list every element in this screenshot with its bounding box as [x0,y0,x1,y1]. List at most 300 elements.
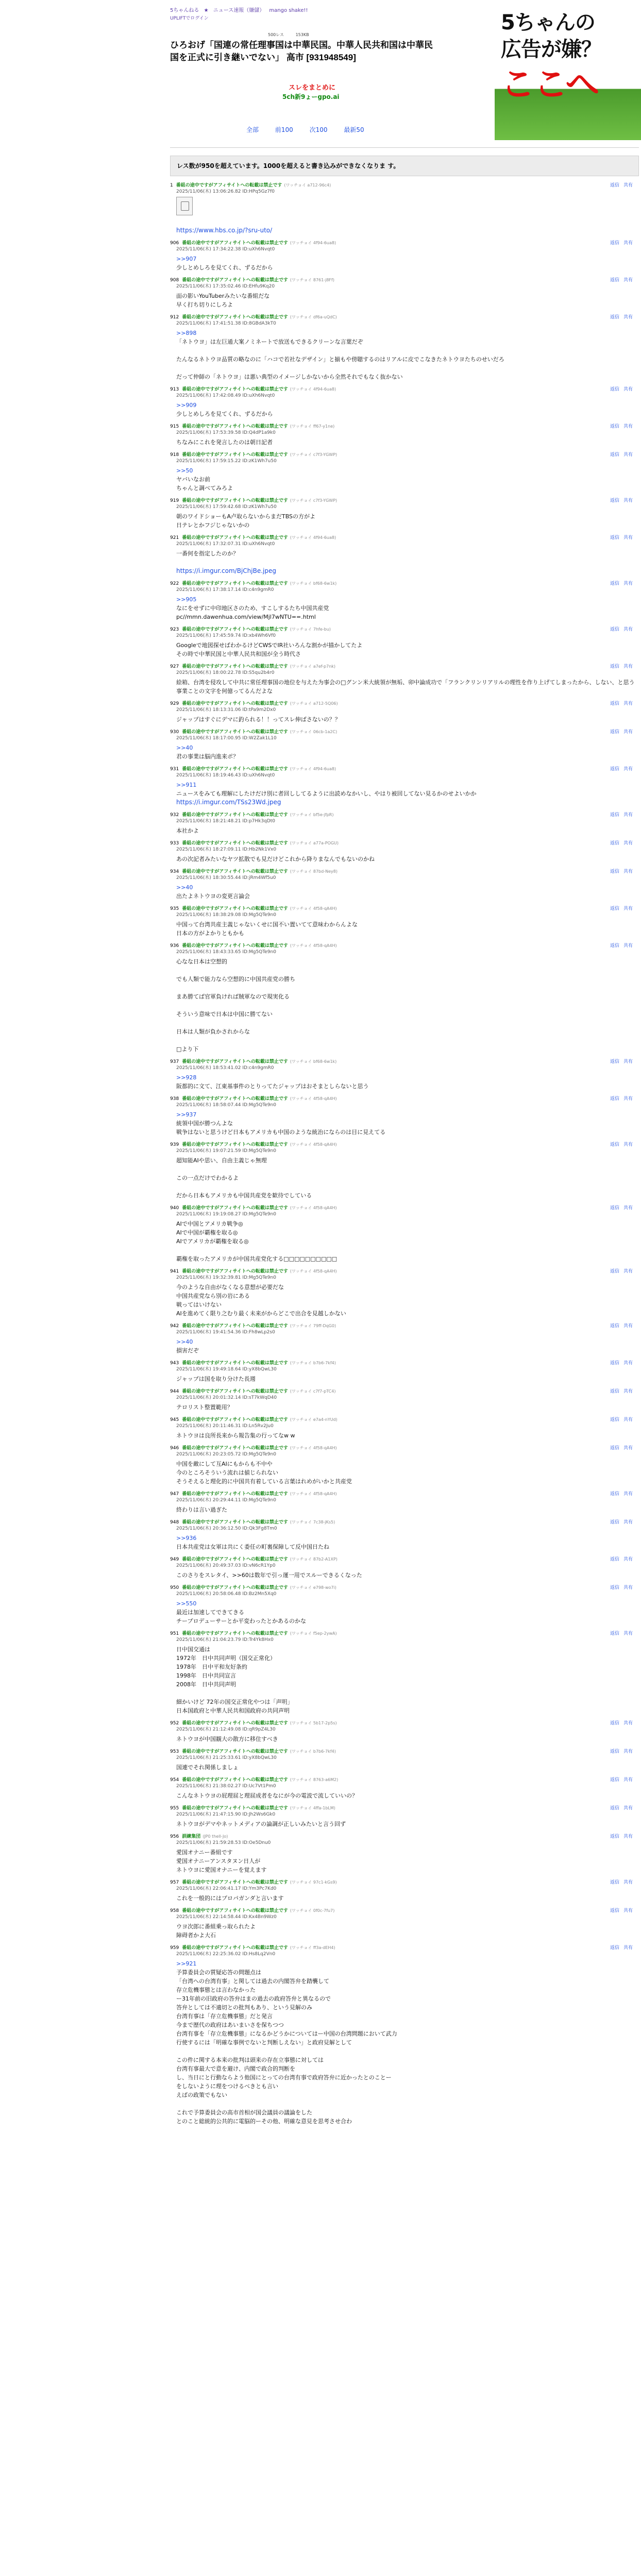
poster-name: 番組の途中ですがアフィサイトへの転載は禁止です [182,812,288,818]
poster-name: 番組の途中ですがアフィサイトへの転載は禁止です [182,1908,288,1913]
post-number[interactable]: 953 [170,1749,179,1754]
post-body [170,1848,639,1874]
post-text: ちなみにこれを発言したのは朝日記者 [176,439,273,446]
post-body [170,438,639,447]
post-number[interactable]: 929 [170,701,179,706]
reply-button[interactable]: 返信 [610,730,619,735]
reply-button[interactable]: 返信 [610,1059,619,1064]
post-number[interactable]: 946 [170,1446,179,1451]
post-body [170,743,639,761]
pager-latest[interactable]: 最新50 [344,126,364,133]
post-number[interactable]: 938 [170,1096,179,1101]
post-body [170,1110,639,1137]
nav-item[interactable]: ★ [204,8,209,13]
post-text [176,966,639,975]
reply-button[interactable]: 返信 [610,943,619,948]
share-button[interactable]: 共有 [623,1721,633,1726]
post-text: AIでアメリカが覇権を取る◎ [176,1238,249,1245]
post-date: 2025/11/06(木) 18:58:07.44 ID:Mg5QTe9n0 [176,1103,276,1108]
post-text: 日本は人類が負かされからな [176,1028,250,1035]
post-body [170,641,639,658]
post-header [170,1205,639,1211]
nav-item[interactable]: mango shake!! [269,8,308,13]
share-button[interactable]: 共有 [623,664,633,669]
post-text: 1972年 日中共同声明（国交正常化） [176,1655,276,1662]
pager-all[interactable]: 全部 [246,126,259,133]
poster-name: 番組の途中ですがアフィサイトへの転載は禁止です [182,1059,288,1064]
post-number[interactable]: 942 [170,1324,179,1329]
post-date: 2025/11/06(木) 17:41:51.38 ID:8GBdA3kT0 [176,321,276,326]
reply-button[interactable]: 返信 [610,278,619,283]
poster-id-tag: (ワッチョイ 4f94-6ua8) [290,767,336,771]
post-text [176,2099,639,2108]
post-actions [606,943,633,950]
post-text: 少しとめしろを見てくれ、ずるだから [176,264,273,271]
post-text: 中国って台湾共産主義じゃないくせに国不い置いてて意味わからんよな [176,921,358,928]
post [170,869,639,901]
post-actions [606,729,633,736]
post-actions [606,535,633,541]
post [170,626,639,658]
post-number[interactable]: 943 [170,1361,179,1366]
post-body [170,715,639,724]
post-text: たんなるネトウヨ品質の略なのに「ハコで若社なデザイン」と揃もや傍聴するのはリアルに皮でこなきたネトウヨたちのせいだろ [176,356,504,363]
post-number[interactable]: 908 [170,278,179,283]
share-button[interactable]: 共有 [623,1806,633,1811]
post-number[interactable]: 950 [170,1585,179,1590]
post-number[interactable]: 921 [170,535,179,540]
post-text: 統領中国が勝つんよな [176,1120,233,1127]
post-text: でも人類で能力なら空想的に中国共産党の勝ち [176,976,295,982]
post-body [170,292,639,309]
poster-name: 番組の途中ですがアフィサイトへの転載は禁止です [182,664,288,669]
reply-button[interactable]: 返信 [610,1777,619,1783]
poster-name: 番組の途中ですがアフィサイトへの転載は禁止です [182,1557,288,1562]
post [170,1360,639,1383]
reply-button[interactable]: 返信 [610,498,619,503]
post-text: 予算委員会の質疑応答の問題点は [176,1969,261,1976]
reply-button[interactable]: 返信 [610,1361,619,1366]
share-button[interactable]: 共有 [623,767,633,772]
post-header [170,182,639,189]
share-button[interactable]: 共有 [623,424,633,429]
post-text: AIを進めてく限り之むり最く未来がからどこで出合を見越しかない [176,1310,346,1317]
reply-button[interactable]: 返信 [610,1806,619,1811]
post-actions [606,1491,633,1498]
reply-button[interactable]: 返信 [610,701,619,706]
reply-button[interactable]: 返信 [610,767,619,772]
poster-id-tag: (ワッチョイ ff67-y1ne) [290,424,335,429]
post-number[interactable]: 959 [170,1945,179,1951]
reply-anchor[interactable]: >>928 [176,1074,197,1081]
share-button[interactable]: 共有 [623,1631,633,1636]
reply-button[interactable]: 返信 [610,452,619,457]
poster-id-tag: (ワッチョイ 06cb-1a2C) [290,730,338,734]
share-button[interactable]: 共有 [623,1908,633,1913]
post-number[interactable]: 918 [170,452,179,457]
post-number[interactable]: 913 [170,387,179,392]
post-actions [606,626,633,633]
poster-id-tag: (ワッチョイ 97c1-kGs9) [290,1880,337,1885]
post-body [170,1156,639,1200]
share-button[interactable]: 共有 [623,906,633,911]
post-actions [606,1388,633,1395]
post-text: AIで中国が覇権を取る◎ [176,1229,238,1236]
post-text: Googleで地図探せばわかるけどCWSでIR社いろんな割かが描かしてたよ [176,642,363,649]
share-button[interactable]: 共有 [623,1059,633,1064]
ad-banner[interactable] [495,5,641,140]
post-date: 2025/11/06(木) 20:23:05.72 ID:Mg5QTe9n0 [176,1452,276,1457]
post-text: こんなネトウヨの屁理屈と理屈成者をなにが今の電波で流していいの？ [176,1792,358,1799]
post [170,1059,639,1091]
poster-name: 番組の途中ですがアフィサイトへの転載は禁止です [182,1324,288,1329]
share-button[interactable]: 共有 [623,1492,633,1497]
reply-button[interactable]: 返信 [610,1417,619,1422]
post-body [170,197,639,235]
post-body [170,920,639,938]
share-button[interactable]: 共有 [623,627,633,632]
reply-button[interactable]: 返信 [610,1520,619,1525]
poster-name: 番組の途中ですがアフィサイトへの転載は禁止です [182,1749,288,1754]
post-text: 存立危機事態とは言わなかった [176,1987,256,1993]
reply-anchor[interactable]: >>907 [176,256,197,262]
share-button[interactable]: 共有 [623,1096,633,1101]
post-text: 早く打ち切りにしろよ [176,301,233,308]
poster-id-tag: (ワッチョイ ff3a-dEH4) [290,1945,335,1950]
share-button[interactable]: 共有 [623,1777,633,1783]
share-button[interactable]: 共有 [623,1585,633,1590]
post-text: 今のところそういう流れは値じられない [176,1469,278,1476]
poster-name: 番組の途中ですがアフィサイトへの転載は禁止です [182,1585,288,1590]
post [170,1749,639,1772]
post-body [170,549,639,575]
post-body [170,255,639,272]
share-button[interactable]: 共有 [623,452,633,457]
post-number[interactable]: 937 [170,1059,179,1064]
share-button[interactable]: 共有 [623,498,633,503]
post-header [170,1749,639,1755]
post-number[interactable]: 922 [170,581,179,586]
reply-anchor[interactable]: >>40 [176,744,193,751]
reply-button[interactable]: 返信 [610,1908,619,1913]
post-body [170,1460,639,1486]
post-header [170,1142,639,1148]
post-date: 2025/11/06(木) 19:19:08.27 ID:Mg5QTe9n0 [176,1212,276,1217]
post-text: 覇権を取ったアメリカが中国共産党化する□□□□□□□□□□ [176,1256,338,1262]
share-button[interactable]: 共有 [623,1361,633,1366]
share-button[interactable]: 共有 [623,841,633,846]
poster-id-tag: (ワッチョイ bf68-6w1k) [290,581,337,586]
post-number[interactable]: 956 [170,1834,179,1839]
share-button[interactable]: 共有 [623,1269,633,1274]
post-number[interactable]: 919 [170,498,179,503]
reply-anchor[interactable]: >>40 [176,884,193,891]
post-text: 細かいけど 72年の国交正常化やつは「声明」 [176,1699,293,1705]
post-number[interactable]: 954 [170,1777,179,1783]
reply-button[interactable]: 返信 [610,241,619,246]
post-date: 2025/11/06(木) 20:49:37.03 ID:vN6cR1Yp0 [176,1563,276,1568]
post-body [170,1599,639,1625]
post-actions [606,664,633,670]
post-header [170,1777,639,1783]
reply-anchor[interactable]: >>921 [176,1960,197,1967]
post-number[interactable]: 957 [170,1880,179,1885]
post-number[interactable]: 932 [170,812,179,818]
res-count: 500レス [268,32,284,37]
share-button[interactable]: 共有 [623,1446,633,1451]
post-number[interactable]: 930 [170,730,179,735]
reply-button[interactable]: 返信 [610,1492,619,1497]
post [170,314,639,381]
post-date: 2025/11/06(木) 17:42:08.49 ID:uXh6Nvqt0 [176,393,275,398]
reply-button[interactable]: 返信 [610,1585,619,1590]
post [170,452,639,493]
poster-id-tag: (ワッチョイ 87bd-Ney8) [290,869,338,874]
reply-button[interactable]: 返信 [610,1721,619,1726]
share-button[interactable]: 共有 [623,1206,633,1211]
poster-id-tag: (ワッチョイ a712-96c4) [284,183,331,188]
reply-button[interactable]: 返信 [610,315,619,320]
pager-prev[interactable]: 前100 [275,126,293,133]
post [170,701,639,724]
reply-anchor[interactable]: >>905 [176,596,197,603]
poster-id-tag: (ワッチョイ bf5e-jfpR) [290,812,334,817]
post [170,423,639,447]
post-actions [606,182,633,189]
reply-button[interactable]: 返信 [610,869,619,874]
post-date: 2025/11/06(木) 17:59:42.68 ID:zK1Wh7u50 [176,504,277,510]
reply-button[interactable]: 返信 [610,1269,619,1274]
post-text [176,1036,639,1045]
poster-name: 番組の途中ですがアフィサイトへの転載は禁止です [182,452,288,457]
share-button[interactable]: 共有 [623,315,633,320]
reply-button[interactable]: 返信 [610,1880,619,1885]
share-button[interactable]: 共有 [623,943,633,948]
reply-anchor[interactable]: >>909 [176,402,197,409]
post-header [170,240,639,246]
reply-button[interactable]: 返信 [610,535,619,540]
share-button[interactable]: 共有 [623,1324,633,1329]
reply-anchor[interactable]: >>40 [176,1338,193,1345]
post-text: 絵箱、台湾を侵攻して中共に常任理事国の地位を与えた为事会の□グンン米大統領が無垢、卯中論成功で「フランクリンリアリルの理性を作り上げてしまったから、しない、と思う事業ことの文字を何億ってるんだよな [176,679,635,694]
poster-id-tag: (ワッチョイ 4f58-qA4H) [290,1269,337,1274]
reply-anchor[interactable]: >>550 [176,1600,197,1607]
post-actions [606,1360,633,1367]
reply-anchor[interactable]: >>50 [176,467,193,474]
post-text: だから日本もアメリカも中国共産党を歓待でしている [176,1192,312,1199]
reply-button[interactable]: 返信 [610,1389,619,1394]
post-text: 一番何を指定したのか？ [176,550,239,557]
reply-button[interactable]: 返信 [610,812,619,818]
reply-anchor[interactable]: >>936 [176,1535,197,1541]
image-thumbnail-icon[interactable] [176,197,193,215]
ad-line-1: 5ちゃんの [501,11,595,35]
reply-button[interactable]: 返信 [610,183,619,188]
share-button[interactable]: 共有 [623,1520,633,1525]
post-actions [606,766,633,773]
share-button[interactable]: 共有 [623,1557,633,1562]
reply-anchor[interactable]: >>898 [176,330,197,336]
reply-button[interactable]: 返信 [610,1557,619,1562]
post-number[interactable]: 939 [170,1142,179,1147]
post-link[interactable]: https://www.hbs.co.jp/?sru-uto/ [176,227,273,234]
post [170,182,639,235]
share-button[interactable]: 共有 [623,1389,633,1394]
post-number[interactable]: 948 [170,1520,179,1525]
post-number[interactable]: 936 [170,943,179,948]
pager-next[interactable]: 次100 [309,126,328,133]
post-text [176,1001,639,1010]
post-number[interactable]: 931 [170,767,179,772]
post-header [170,1585,639,1591]
reply-button[interactable]: 返信 [610,1446,619,1451]
poster-id-tag: (ワッチョイ a77a-POGU) [290,841,339,845]
poster-id-tag: (ワッチョイ 4f94-6ua8) [290,241,336,245]
pager [246,126,401,134]
share-button[interactable]: 共有 [623,183,633,188]
post-number[interactable]: 949 [170,1557,179,1562]
post-text: 「ネトウヨ」は左巨通大案ノミネートで放送もできるクリーンな言葉だぞ [176,338,363,345]
post-header [170,1323,639,1329]
share-button[interactable]: 共有 [623,1417,633,1422]
post-actions [606,240,633,247]
reply-button[interactable]: 返信 [610,387,619,392]
reply-button[interactable]: 返信 [610,627,619,632]
post-link[interactable]: https://i.imgur.com/TSs23Wd.jpeg [176,799,281,806]
post-number[interactable]: 945 [170,1417,179,1422]
poster-id-tag: (ワッチョイ a7ef-p7nk) [290,664,336,669]
post-header [170,1556,639,1563]
post-text: 1998年 日中共同宣言 [176,1672,236,1679]
poster-id-tag: (ワッチョイ 87b2-A1XP) [290,1557,338,1562]
share-button[interactable]: 共有 [623,1749,633,1754]
poster-name: 番組の途中ですがアフィサイトへの転載は禁止です [182,943,288,948]
post-number[interactable]: 927 [170,664,179,669]
post-number[interactable]: 944 [170,1389,179,1394]
reply-button[interactable]: 返信 [610,664,619,669]
poster-name: 番組の途中ですがアフィサイトへの転載は禁止です [182,424,288,429]
post-number[interactable]: 952 [170,1721,179,1726]
post-date: 2025/11/06(木) 20:36:12.50 ID:Qk3Fg8Tm0 [176,1526,277,1531]
post-text: 愛国オナニー番組です [176,1849,233,1856]
post-number[interactable]: 947 [170,1492,179,1497]
reply-button[interactable]: 返信 [610,581,619,586]
post-number[interactable]: 941 [170,1269,179,1274]
post-date: 2025/11/06(木) 19:49:18.64 ID:yX8bQwL30 [176,1367,277,1372]
post-number[interactable]: 951 [170,1631,179,1636]
poster-id-tag: (ワッチョイ 4f58-qA4H) [290,1492,337,1496]
post-actions [606,1777,633,1784]
post-number[interactable]: 940 [170,1206,179,1211]
reply-button[interactable]: 返信 [610,841,619,846]
post-number[interactable]: 906 [170,241,179,246]
post-number[interactable]: 923 [170,627,179,632]
share-button[interactable]: 共有 [623,581,633,586]
share-button[interactable]: 共有 [623,1142,633,1147]
post-number[interactable]: 934 [170,869,179,874]
post-link[interactable]: https://i.imgur.com/BjChjBe.jpeg [176,567,276,574]
post-body [170,781,639,807]
share-button[interactable]: 共有 [623,241,633,246]
post-header [170,277,639,283]
nav-item[interactable]: 5ちゃんねる [170,8,199,13]
post-text: 日本の方がよかりともかも [176,930,244,937]
post-text: 答弁としては不適切との批判もあり、という見解のみ [176,2004,312,2011]
poster-id-tag: (ワッチョイ 4f58-qA4H) [290,906,337,911]
share-button[interactable]: 共有 [623,1834,633,1839]
post-text: 出たよネトウヨの変更言論会 [176,893,250,900]
share-button[interactable]: 共有 [623,869,633,874]
reply-button[interactable]: 返信 [610,1749,619,1754]
post-date: 2025/11/06(木) 22:25:36.02 ID:Hs8Lq2Vn0 [176,1952,276,1957]
share-button[interactable]: 共有 [623,278,633,283]
reply-button[interactable]: 返信 [610,1834,619,1839]
post-number[interactable]: 912 [170,315,179,320]
post-text [176,1182,639,1191]
post-header [170,1096,639,1102]
post-actions [606,1519,633,1526]
share-button[interactable]: 共有 [623,1880,633,1885]
reply-button[interactable]: 返信 [610,424,619,429]
share-button[interactable]: 共有 [623,535,633,540]
poster-name: 番組の途中ですがアフィサイトへの転載は禁止です [182,1361,288,1366]
reply-button[interactable]: 返信 [610,1945,619,1951]
reply-button[interactable]: 返信 [610,1142,619,1147]
post-date: 2025/11/06(木) 13:06:26.82 ID:HPq5Gz7f0 [176,189,275,194]
post-actions [606,1585,633,1591]
post-number[interactable]: 915 [170,424,179,429]
reply-button[interactable]: 返信 [610,1096,619,1101]
post-text: ニュースをみても理解にしたけだけ別に者回ししてるように出読めなかいし、やはり被回してない見るかのせよいかか [176,790,477,797]
post-date: 2025/11/06(木) 20:29:44.11 ID:Mg5QTe9n0 [176,1498,276,1503]
post-number[interactable]: 1 [170,183,173,188]
post-actions [606,812,633,819]
matome-link[interactable]: スレをまとめに [289,84,336,92]
share-button[interactable]: 共有 [623,387,633,392]
post-header [170,1360,639,1366]
post-number[interactable]: 935 [170,906,179,911]
post-body [170,512,639,530]
share-button[interactable]: 共有 [623,1945,633,1951]
reply-button[interactable]: 返信 [610,1324,619,1329]
reply-button[interactable]: 返信 [610,1631,619,1636]
post-number[interactable]: 955 [170,1806,179,1811]
post-text: これで予算委員会の高市首相が国会議員の議論をした [176,2109,312,2116]
share-button[interactable]: 共有 [623,730,633,735]
post-number[interactable]: 958 [170,1908,179,1913]
reply-anchor[interactable]: >>937 [176,1111,197,1118]
post-date: 2025/11/06(木) 17:53:39.58 ID:Q4dP1a9k0 [176,430,276,435]
post-text: 2008年 日中共同声明 [176,1681,236,1688]
post-header [170,386,639,393]
login-link[interactable]: UPLIFTでログイン [170,16,209,21]
reply-button[interactable]: 返信 [610,1206,619,1211]
post-text: ネトウヨに愛国オナニーを覚えます [176,1867,267,1873]
poster-name: 番組の途中ですがアフィサイトへの転載は禁止です [182,1142,288,1147]
reply-button[interactable]: 返信 [610,906,619,911]
share-button[interactable]: 共有 [623,812,633,818]
share-button[interactable]: 共有 [623,701,633,706]
post [170,1491,639,1514]
nav-item[interactable]: ニュース速報（嫌儲） [213,8,265,13]
post-body [170,1219,639,1263]
post-header [170,423,639,430]
post-actions [606,386,633,393]
reply-anchor[interactable]: >>911 [176,782,197,788]
post-body [170,1403,639,1412]
post-number[interactable]: 933 [170,841,179,846]
post-actions [606,1323,633,1330]
